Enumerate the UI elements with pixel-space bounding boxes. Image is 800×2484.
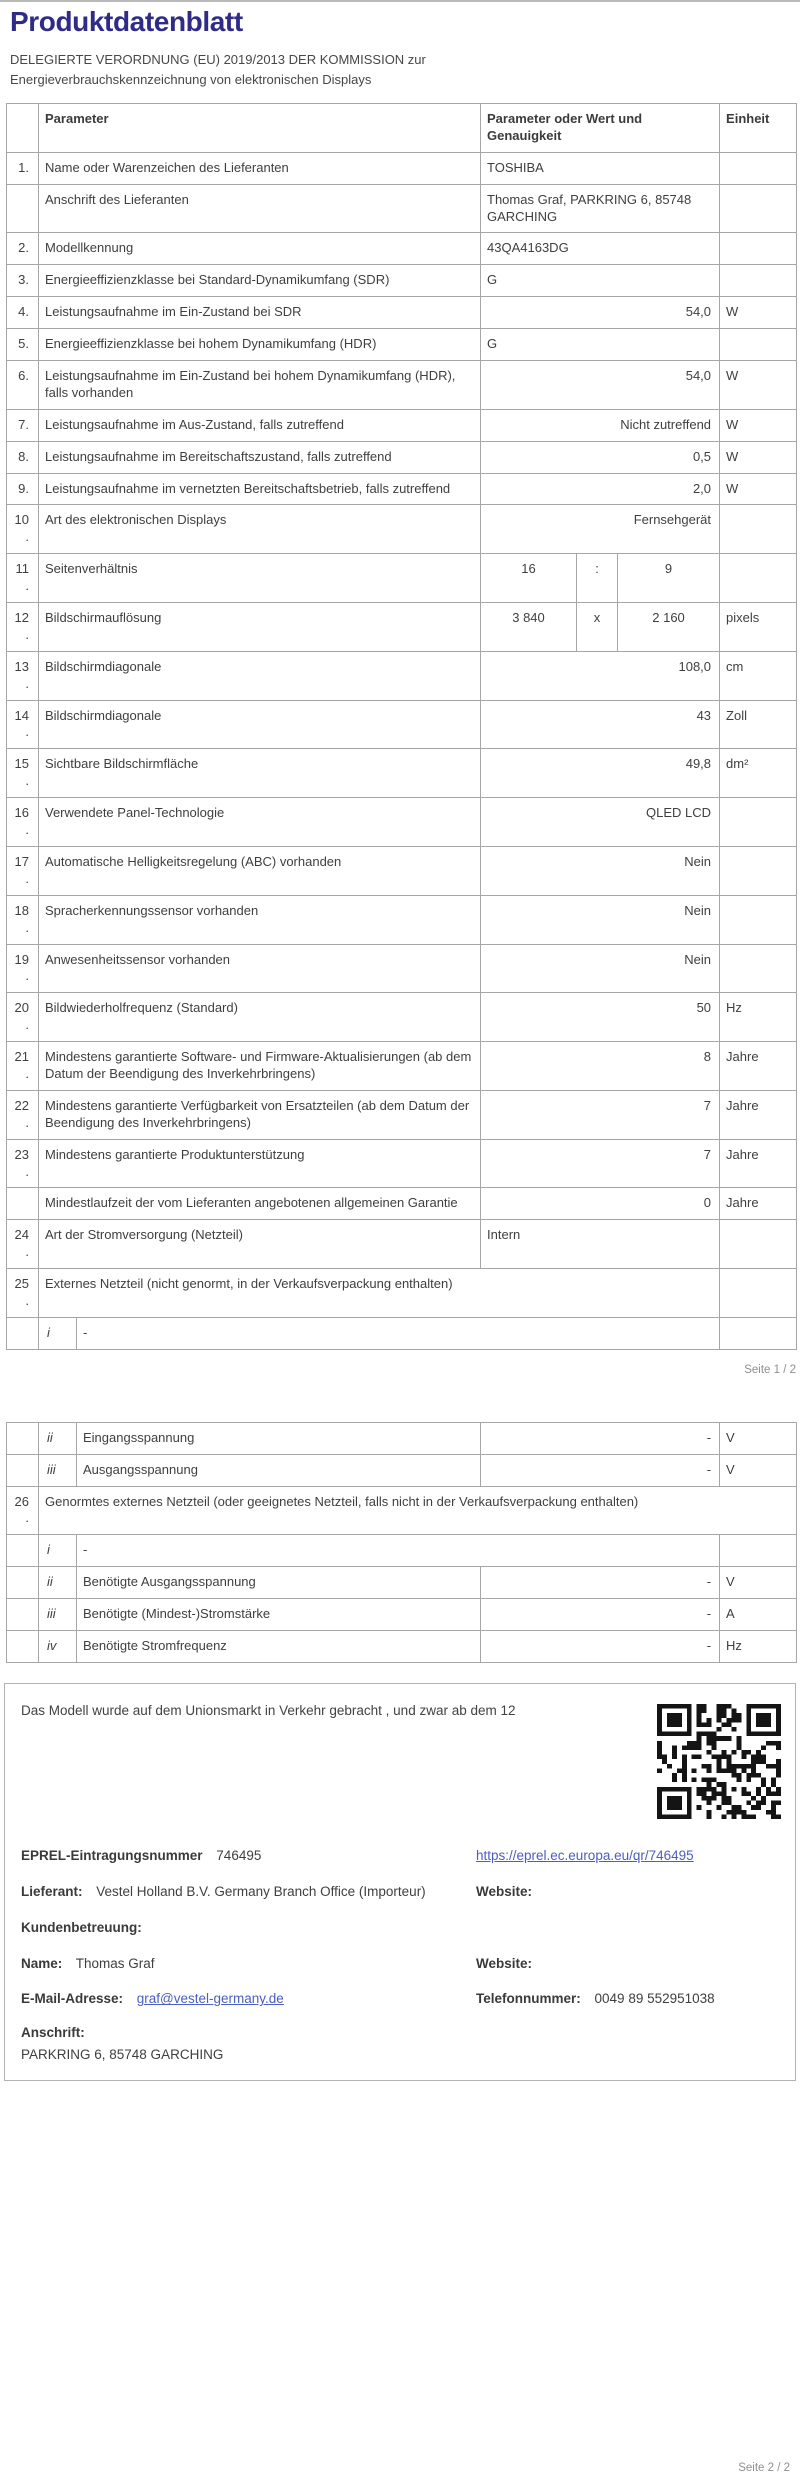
table-row [7, 1454, 797, 1486]
unit-label: W [720, 361, 797, 410]
header-unit: Einheit [720, 104, 797, 153]
address-label: Anschrift: [21, 2025, 85, 2041]
table-row [7, 1269, 797, 1318]
parameter-label: Mindestens garantierte Verfügbarkeit von Ersatzteilen (ab dem Datum der Beendigung des Inverkehrbringens) [39, 1090, 481, 1139]
email-link[interactable]: graf@vestel-germany.de [136, 1991, 284, 2007]
unit-label [720, 1220, 797, 1269]
row-number: 12. [7, 603, 39, 652]
unit-label [720, 554, 797, 603]
unit-label [720, 1317, 797, 1349]
unit-label: pixels [720, 603, 797, 652]
row-number: 10. [7, 505, 39, 554]
parameter-label: Leistungsaufnahme im vernetzten Bereitschaftsbetrieb, falls zutreffend [39, 473, 481, 505]
table-row [7, 473, 797, 505]
header-parameter: Parameter [39, 104, 481, 153]
table-row [7, 361, 797, 410]
phone-label: Telefonnummer: [476, 1991, 581, 2007]
row-number [7, 1188, 39, 1220]
email-line [21, 1990, 783, 2009]
parameter-label: Leistungsaufnahme im Ein-Zustand bei SDR [39, 297, 481, 329]
supplier-line [21, 1883, 783, 1902]
row-number: 5. [7, 329, 39, 361]
parameter-label: Anwesenheitssensor vorhanden [39, 944, 481, 993]
table-row [7, 1422, 797, 1454]
table-row [7, 749, 797, 798]
supplier-left [21, 1883, 476, 1902]
unit-label: A [720, 1599, 797, 1631]
row-number [7, 1567, 39, 1599]
parameter-value: TOSHIBA [481, 152, 720, 184]
parameter-label: Anschrift des Lieferanten [39, 184, 481, 233]
table-row [7, 297, 797, 329]
row-number: 7. [7, 409, 39, 441]
value-part-2: 2 160 [618, 603, 720, 652]
parameter-label: - [77, 1317, 720, 1349]
unit-label [720, 846, 797, 895]
parameter-value: Nicht zutreffend [481, 409, 720, 441]
page-break-gap [0, 1376, 800, 1422]
value-part-1: 16 [481, 554, 577, 603]
unit-label [720, 798, 797, 847]
row-number [7, 1317, 39, 1349]
value-separator: x [577, 603, 618, 652]
parameter-value: Thomas Graf, PARKRING 6, 85748 GARCHING [481, 184, 720, 233]
table-row [7, 441, 797, 473]
parameter-label: Benötigte (Mindest-)Stromstärke [77, 1599, 481, 1631]
row-number: 25. [7, 1269, 39, 1318]
eprel-link[interactable]: https://eprel.ec.europa.eu/qr/746495 [476, 1847, 694, 1863]
parameter-value: QLED LCD [481, 798, 720, 847]
website-label: Website: [476, 1883, 533, 1899]
row-number: 6. [7, 361, 39, 410]
row-number: 3. [7, 265, 39, 297]
row-number: 9. [7, 473, 39, 505]
parameter-label: Seitenverhältnis [39, 554, 481, 603]
table-row [7, 1486, 797, 1535]
table-row [7, 554, 797, 603]
parameter-label: Mindestlaufzeit der vom Lieferanten angebotenen allgemeinen Garantie [39, 1188, 481, 1220]
unit-label [720, 152, 797, 184]
parameter-value: 0,5 [481, 441, 720, 473]
value-separator: : [577, 554, 618, 603]
unit-label: cm [720, 651, 797, 700]
sub-index: i [39, 1317, 77, 1349]
table-row [7, 846, 797, 895]
row-number [7, 1599, 39, 1631]
parameter-table-page1 [6, 103, 797, 1350]
row-number: 1. [7, 152, 39, 184]
eprel-number: 746495 [216, 1847, 262, 1863]
parameter-label: Leistungsaufnahme im Bereitschaftszustand, falls zutreffend [39, 441, 481, 473]
parameter-value: 49,8 [481, 749, 720, 798]
row-number: 8. [7, 441, 39, 473]
contact-name-line [21, 1955, 783, 1974]
parameter-table-page2 [6, 1422, 797, 1663]
supplier-label: Lieferant: [21, 1883, 83, 1899]
eprel-line [21, 1847, 783, 1866]
parameter-value: 50 [481, 993, 720, 1042]
header-number-cell [7, 104, 39, 153]
sub-index: ii [39, 1567, 77, 1599]
parameter-label: Verwendete Panel-Technologie [39, 798, 481, 847]
customer-care-label: Kundenbetreuung: [21, 1919, 142, 1935]
market-info-box [4, 1683, 796, 2081]
parameter-value: - [481, 1567, 720, 1599]
website2-label: Website: [476, 1955, 533, 1971]
parameter-value: 43 [481, 700, 720, 749]
row-number [7, 1454, 39, 1486]
row-number: 21. [7, 1042, 39, 1091]
unit-label: W [720, 473, 797, 505]
sub-index: iii [39, 1599, 77, 1631]
table-row [7, 603, 797, 652]
parameter-label: Externes Netzteil (nicht genormt, in der Verkaufsverpackung enthalten) [39, 1269, 720, 1318]
parameter-label: Benötigte Stromfrequenz [77, 1630, 481, 1662]
parameter-label: Automatische Helligkeitsregelung (ABC) vorhanden [39, 846, 481, 895]
parameter-label: Ausgangsspannung [77, 1454, 481, 1486]
unit-label: Zoll [720, 700, 797, 749]
table-row [7, 152, 797, 184]
table-row [7, 329, 797, 361]
contact-name-label: Name: [21, 1955, 63, 1971]
table-row [7, 505, 797, 554]
parameter-value: Intern [481, 1220, 720, 1269]
parameter-value: - [481, 1454, 720, 1486]
parameter-label: Energieeffizienzklasse bei hohem Dynamikumfang (HDR) [39, 329, 481, 361]
table-row [7, 1630, 797, 1662]
parameter-value: 108,0 [481, 651, 720, 700]
parameter-label: Mindestens garantierte Software- und Firmware-Aktualisierungen (ab dem Datum der Beendigung des Inverkehrbringens) [39, 1042, 481, 1091]
row-number: 14. [7, 700, 39, 749]
unit-label [720, 895, 797, 944]
parameter-label: Modellkennung [39, 233, 481, 265]
table-row [7, 1317, 797, 1349]
row-number: 19. [7, 944, 39, 993]
parameter-label: - [77, 1535, 720, 1567]
parameter-label: Bildschirmdiagonale [39, 651, 481, 700]
parameter-label: Bildschirmauflösung [39, 603, 481, 652]
unit-label [720, 233, 797, 265]
row-number: 23. [7, 1139, 39, 1188]
row-number: 18. [7, 895, 39, 944]
parameter-value: - [481, 1630, 720, 1662]
parameter-value: 8 [481, 1042, 720, 1091]
email-label: E-Mail-Adresse: [21, 1991, 124, 2007]
row-number [7, 184, 39, 233]
row-number: 26. [7, 1486, 39, 1535]
header-value: Parameter oder Wert und Genauigkeit [481, 104, 720, 153]
address-label-line [21, 2024, 783, 2043]
row-number: 15. [7, 749, 39, 798]
unit-label: Jahre [720, 1188, 797, 1220]
table-row [7, 1090, 797, 1139]
row-number: 2. [7, 233, 39, 265]
parameter-label: Art der Stromversorgung (Netzteil) [39, 1220, 481, 1269]
market-statement: Das Modell wurde auf dem Unionsmarkt in Verkehr gebracht , und zwar ab dem 12 [21, 1702, 516, 1718]
sub-index: ii [39, 1422, 77, 1454]
qr-code [657, 1704, 781, 1819]
parameter-value: 0 [481, 1188, 720, 1220]
unit-label: Hz [720, 993, 797, 1042]
unit-label: Hz [720, 1630, 797, 1662]
table-row [7, 798, 797, 847]
parameter-label: Eingangsspannung [77, 1422, 481, 1454]
table-row [7, 993, 797, 1042]
phone-value: 0049 89 552951038 [594, 1991, 715, 2007]
parameter-label: Sichtbare Bildschirmfläche [39, 749, 481, 798]
unit-label: Jahre [720, 1139, 797, 1188]
regulation-subtitle: DELEGIERTE VERORDNUNG (EU) 2019/2013 DER KOMMISSION zur Energieverbrauchskennzeichnung von elektronischen Displays [10, 52, 426, 87]
unit-label [720, 1535, 797, 1567]
table-header-row [7, 104, 797, 153]
row-number [7, 1630, 39, 1662]
table-row [7, 409, 797, 441]
parameter-label: Leistungsaufnahme im Aus-Zustand, falls zutreffend [39, 409, 481, 441]
unit-label [720, 265, 797, 297]
sub-index: iii [39, 1454, 77, 1486]
unit-label [720, 329, 797, 361]
parameter-value: - [481, 1599, 720, 1631]
table-row [7, 1567, 797, 1599]
customer-care-line [21, 1919, 783, 1938]
table-row [7, 1599, 797, 1631]
unit-label: V [720, 1567, 797, 1599]
value-part-2: 9 [618, 554, 720, 603]
eprel-label: EPREL-Eintragungsnummer [21, 1847, 203, 1863]
row-number [7, 1422, 39, 1454]
parameter-label: Bildschirmdiagonale [39, 700, 481, 749]
parameter-value: 7 [481, 1090, 720, 1139]
table-row [7, 265, 797, 297]
parameter-value: 43QA4163DG [481, 233, 720, 265]
parameter-label: Genormtes externes Netzteil (oder geeignetes Netzteil, falls nicht in der Verkaufsverpackung enthalten) [39, 1486, 797, 1535]
row-number: 13. [7, 651, 39, 700]
table-row [7, 233, 797, 265]
parameter-value: 54,0 [481, 361, 720, 410]
unit-label [720, 505, 797, 554]
unit-label: V [720, 1422, 797, 1454]
table-row [7, 1220, 797, 1269]
unit-label: V [720, 1454, 797, 1486]
parameter-value: - [481, 1422, 720, 1454]
parameter-value: 7 [481, 1139, 720, 1188]
table-row [7, 944, 797, 993]
parameter-value: 2,0 [481, 473, 720, 505]
parameter-value: 54,0 [481, 297, 720, 329]
table-row [7, 700, 797, 749]
unit-label [720, 944, 797, 993]
parameter-label: Spracherkennungssensor vorhanden [39, 895, 481, 944]
parameter-label: Energieeffizienzklasse bei Standard-Dynamikumfang (SDR) [39, 265, 481, 297]
row-number [7, 1535, 39, 1567]
table-row [7, 895, 797, 944]
parameter-label: Leistungsaufnahme im Ein-Zustand bei hohem Dynamikumfang (HDR), falls vorhanden [39, 361, 481, 410]
unit-label: W [720, 441, 797, 473]
contact-name-value: Thomas Graf [75, 1955, 155, 1971]
table-row [7, 1535, 797, 1567]
table-row [7, 1139, 797, 1188]
parameter-label: Name oder Warenzeichen des Lieferanten [39, 152, 481, 184]
parameter-label: Art des elektronischen Displays [39, 505, 481, 554]
market-statement-row [21, 1702, 783, 1830]
unit-label: W [720, 297, 797, 329]
eprel-left [21, 1847, 476, 1866]
address-value: PARKRING 6, 85748 GARCHING [21, 2047, 224, 2063]
supplier-value: Vestel Holland B.V. Germany Branch Office (Importeur) [96, 1883, 426, 1899]
parameter-value: Nein [481, 846, 720, 895]
parameter-value: Nein [481, 944, 720, 993]
parameter-label: Benötigte Ausgangsspannung [77, 1567, 481, 1599]
table-row [7, 651, 797, 700]
unit-label: dm² [720, 749, 797, 798]
value-part-1: 3 840 [481, 603, 577, 652]
unit-label [720, 1269, 797, 1318]
parameter-label: Bildwiederholfrequenz (Standard) [39, 993, 481, 1042]
row-number: 20. [7, 993, 39, 1042]
unit-label: Jahre [720, 1090, 797, 1139]
unit-label [720, 184, 797, 233]
page-footer-2: Seite 2 / 2 [738, 2462, 790, 2474]
row-number: 11. [7, 554, 39, 603]
table-row [7, 184, 797, 233]
parameter-value: Nein [481, 895, 720, 944]
parameter-value: Fernsehgerät [481, 505, 720, 554]
table-row [7, 1042, 797, 1091]
row-number: 4. [7, 297, 39, 329]
row-number: 24. [7, 1220, 39, 1269]
parameter-label: Mindestens garantierte Produktunterstützung [39, 1139, 481, 1188]
parameter-value: G [481, 329, 720, 361]
table-row [7, 1188, 797, 1220]
row-number: 16. [7, 798, 39, 847]
unit-label: Jahre [720, 1042, 797, 1091]
unit-label: W [720, 409, 797, 441]
row-number: 22. [7, 1090, 39, 1139]
sub-index: i [39, 1535, 77, 1567]
page-footer-1: Seite 1 / 2 [744, 1363, 796, 1376]
sub-index: iv [39, 1630, 77, 1662]
row-number: 17. [7, 846, 39, 895]
page-title: Produktdatenblatt [10, 6, 243, 37]
parameter-value: G [481, 265, 720, 297]
